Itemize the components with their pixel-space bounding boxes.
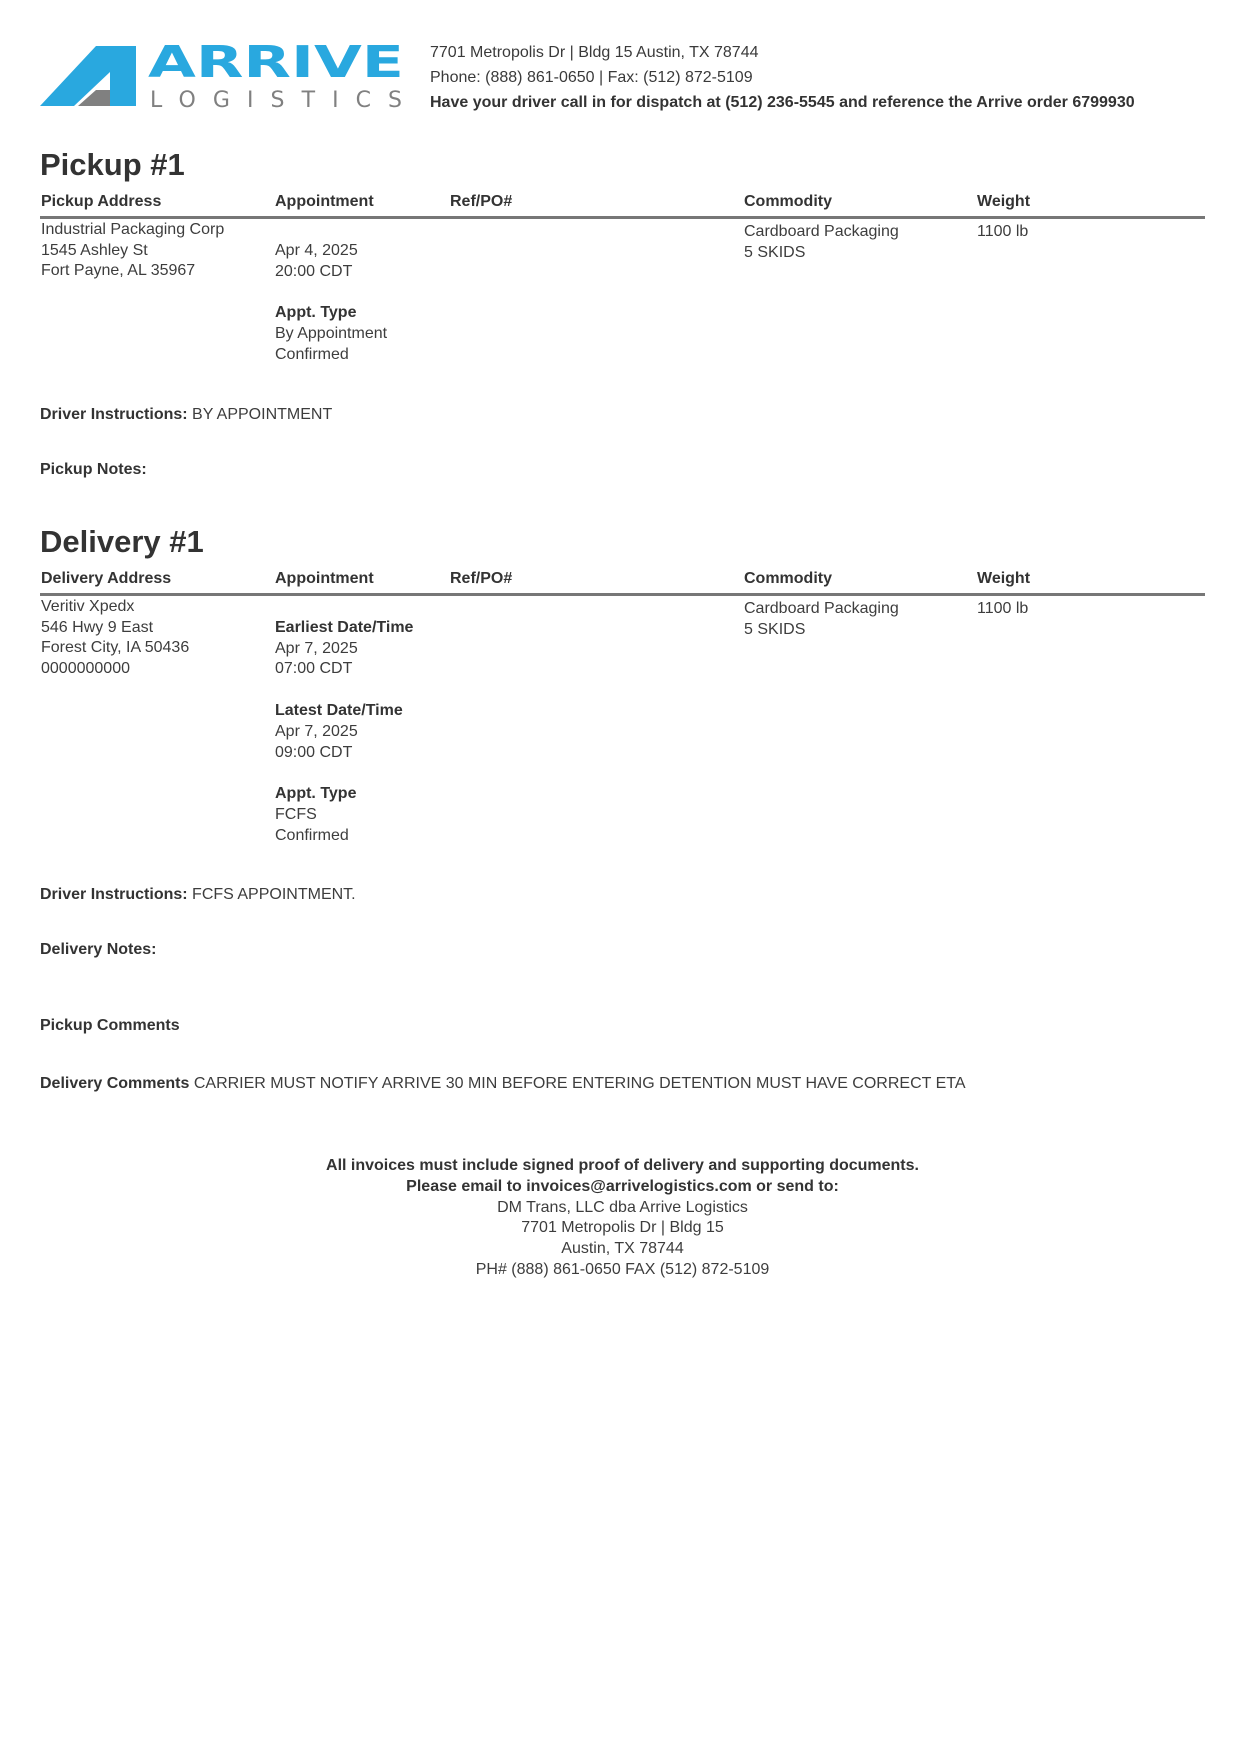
col-header-appointment: Appointment [275, 570, 374, 587]
footer-company-name: DM Trans, LLC dba Arrive Logistics [497, 1198, 748, 1216]
driver-instructions-label: Driver Instructions: [40, 406, 188, 423]
commodity-line: 5 SKIDS [744, 243, 806, 261]
appt-type-label: Appt. Type [275, 785, 357, 803]
pickup-comments-label: Pickup Comments [40, 1017, 180, 1034]
delivery-table-header [40, 567, 1205, 596]
latest-date: Apr 7, 2025 [275, 722, 358, 740]
logo-subtitle: LOGISTICS [150, 88, 402, 110]
driver-instructions-value: BY APPOINTMENT [192, 406, 333, 423]
delivery-comments [40, 1075, 966, 1093]
footer-street: 7701 Metropolis Dr | Bldg 15 [521, 1219, 724, 1237]
col-header-commodity: Commodity [744, 193, 832, 210]
appointment-time: 20:00 CDT [275, 262, 353, 280]
address-line: 1545 Ashley St [41, 241, 148, 259]
col-header-weight: Weight [977, 193, 1031, 210]
footer-phone-fax: PH# (888) 861-0650 FAX (512) 872-5109 [475, 1260, 770, 1278]
arrive-logistics-logo [40, 44, 406, 110]
pickup-address [41, 220, 224, 282]
pickup-title: Pickup #1 [40, 147, 185, 182]
company-address: 7701 Metropolis Dr | Bldg 15 Austin, TX 78744 [430, 44, 759, 61]
commodity-line: Cardboard Packaging [744, 600, 899, 617]
address-line: 546 Hwy 9 East [41, 618, 154, 636]
footer-email-instruction: Please email to invoices@arrivelogistics.com or send to: [406, 1177, 839, 1195]
pickup-appointment [275, 241, 387, 366]
col-header-ref: Ref/PO# [450, 570, 513, 587]
delivery-title: Delivery #1 [40, 524, 204, 559]
delivery-comments-label: Delivery Comments [40, 1075, 190, 1092]
col-header-ref: Ref/PO# [450, 193, 513, 210]
address-line: 0000000000 [41, 660, 130, 678]
appt-type-value: FCFS [275, 805, 317, 823]
pickup-table-header [40, 190, 1205, 219]
delivery-driver-instructions [40, 886, 356, 904]
address-line: Fort Payne, AL 35967 [41, 262, 196, 280]
earliest-time: 07:00 CDT [275, 660, 353, 678]
col-header-commodity: Commodity [744, 570, 832, 587]
invoice-footer [40, 1156, 1205, 1281]
earliest-date: Apr 7, 2025 [275, 639, 358, 657]
address-line: Veritiv Xpedx [41, 598, 135, 615]
pickup-weight: 1100 lb [977, 223, 1029, 240]
pickup-notes [40, 461, 147, 479]
pickup-driver-instructions [40, 406, 332, 424]
appt-type-label: Appt. Type [275, 304, 357, 322]
delivery-weight: 1100 lb [977, 600, 1029, 617]
logo-wordmark: ARRIVE [148, 44, 404, 88]
latest-time: 09:00 CDT [275, 743, 353, 761]
delivery-comments-value: CARRIER MUST NOTIFY ARRIVE 30 MIN BEFORE ENTERING DETENTION MUST HAVE CORRECT ETA [193, 1075, 966, 1092]
delivery-address [41, 597, 189, 680]
driver-instructions-label: Driver Instructions: [40, 886, 188, 903]
appt-status: Confirmed [275, 826, 349, 844]
address-line: Forest City, IA 50436 [41, 639, 190, 657]
pickup-notes-label: Pickup Notes: [40, 461, 147, 478]
delivery-commodity [744, 599, 899, 640]
pickup-commodity [744, 222, 899, 263]
col-header-appointment: Appointment [275, 193, 374, 210]
latest-label: Latest Date/Time [275, 702, 403, 720]
col-header-address: Delivery Address [41, 570, 172, 587]
appointment-date: Apr 4, 2025 [275, 242, 358, 259]
col-header-address: Pickup Address [41, 193, 162, 210]
delivery-notes [40, 941, 157, 959]
commodity-line: Cardboard Packaging [744, 223, 899, 240]
dispatch-instructions: Have your driver call in for dispatch at (512) 236-5545 and reference the Arrive order 6799930 [430, 94, 1135, 111]
footer-invoice-requirement: All invoices must include signed proof of delivery and supporting documents. [326, 1157, 919, 1174]
delivery-appointment [275, 618, 413, 846]
earliest-label: Earliest Date/Time [275, 619, 414, 636]
commodity-line: 5 SKIDS [744, 620, 806, 638]
pickup-comments [40, 1017, 180, 1035]
company-phone-fax: Phone: (888) 861-0650 | Fax: (512) 872-5109 [430, 69, 753, 86]
col-header-weight: Weight [977, 570, 1031, 587]
driver-instructions-value: FCFS APPOINTMENT. [192, 886, 356, 903]
appt-status: Confirmed [275, 345, 349, 363]
address-line: Industrial Packaging Corp [41, 221, 225, 238]
logo-mark-blue [40, 46, 136, 106]
delivery-notes-label: Delivery Notes: [40, 941, 157, 958]
company-header [430, 40, 1135, 115]
footer-city: Austin, TX 78744 [561, 1240, 684, 1258]
appt-type-value: By Appointment [275, 325, 388, 343]
